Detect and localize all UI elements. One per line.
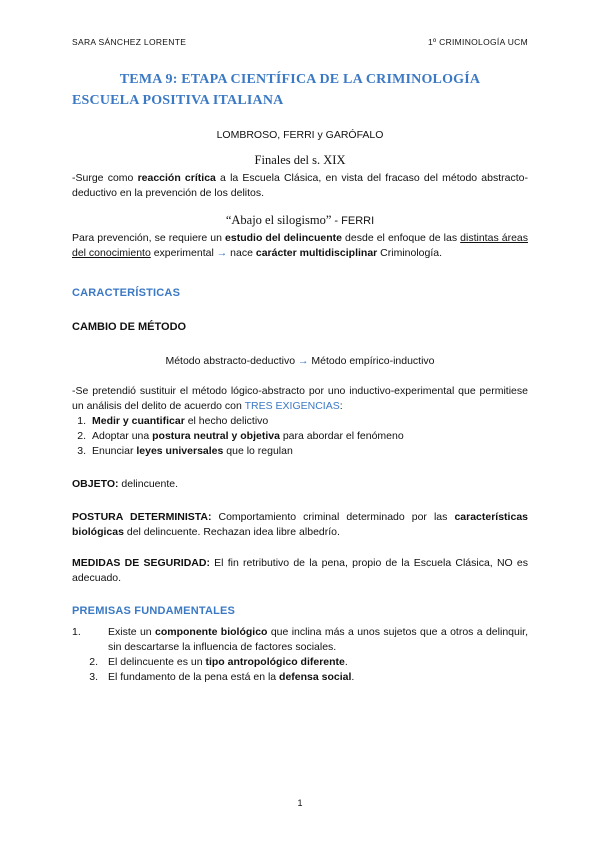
- premisas-list: [72, 625, 528, 685]
- postura-text-b: del delincuente. Rechazan idea libre albedrío.: [123, 526, 340, 538]
- list-text: para abordar el fenómeno: [279, 430, 404, 442]
- list-pre: Adoptar una: [92, 430, 153, 442]
- list-bold: postura neutral y objetiva: [152, 430, 280, 442]
- cambio-heading: CAMBIO DE MÉTODO: [72, 321, 187, 333]
- list-item: [72, 444, 528, 459]
- list-text: que inclina más a unos sujetos que a otros a delinquir, sin descartarse la influencia de factores sociales.: [108, 626, 528, 653]
- list-bold: defensa social: [279, 671, 352, 683]
- medidas-text: El fin retributivo de la pena, propio de la Escuela Clásica, NO es adecuado.: [72, 557, 528, 584]
- method-b: Método empírico-inductivo: [308, 355, 435, 367]
- ferri-author: - FERRI: [331, 215, 375, 227]
- list-number: 3.: [77, 445, 86, 457]
- list-text: que lo regulan: [223, 445, 293, 457]
- tres-exigencias: TRES EXIGENCIAS: [244, 400, 340, 412]
- list-item: [72, 670, 528, 685]
- list-item: [72, 625, 528, 655]
- ferri-text-b: desde el enfoque de las: [342, 232, 461, 244]
- method-line: [72, 354, 528, 369]
- metodo-text-b: :: [339, 400, 343, 412]
- ferri-bold-1: estudio del delincuente: [225, 232, 342, 244]
- list-item: [72, 429, 528, 444]
- ferri-text-d: nace: [227, 247, 256, 259]
- objeto-text: delincuente.: [118, 478, 179, 490]
- header-course: 1º CRIMINOLOGÍA UCM: [428, 37, 528, 47]
- list-text: .: [344, 656, 348, 668]
- page-number: 1: [297, 798, 303, 808]
- finales-bold: reacción crítica: [137, 172, 216, 184]
- metodo-paragraph: [72, 384, 528, 414]
- list-number: 1.: [72, 626, 81, 638]
- header-author: SARA SÁNCHEZ LORENTE: [72, 37, 187, 47]
- list-bold: leyes universales: [136, 445, 224, 457]
- list-pre: Enunciar: [92, 445, 137, 457]
- document-title: TEMA 9: ETAPA CIENTÍFICA DE LA CRIMINOLOGÍA: [119, 72, 481, 87]
- finales-paragraph: [72, 171, 528, 201]
- list-pre: Existe un: [108, 626, 155, 638]
- list-number: 2.: [89, 656, 98, 668]
- list-number: 2.: [77, 430, 86, 442]
- list-text: el hecho delictivo: [184, 415, 269, 427]
- arrow-icon: →: [216, 247, 228, 259]
- medidas-label: MEDIDAS DE SEGURIDAD:: [72, 557, 210, 569]
- ferri-text-a: Para prevención, se requiere un: [72, 232, 226, 244]
- ferri-underlined: distintas áreas del conocimiento: [72, 232, 529, 259]
- exigencias-list: [72, 414, 528, 459]
- list-bold: componente biológico: [155, 626, 268, 638]
- ferri-quote: “Abajo el silogismo”: [225, 213, 332, 227]
- medidas-paragraph: [72, 556, 528, 586]
- ferri-quote-line: [72, 213, 528, 228]
- ferri-paragraph: [72, 231, 528, 261]
- ferri-text-e: Criminología.: [377, 247, 443, 259]
- list-text: .: [351, 671, 355, 683]
- metodo-text-a: -Se pretendió sustituir el método lógico-abstracto por uno inductivo-experimental que permitiese un análisis del delito de acuerdo con: [72, 385, 528, 412]
- postura-bold: características biológicas: [72, 511, 528, 538]
- list-pre: El delincuente es un: [108, 656, 206, 668]
- list-bold: Medir y cuantificar: [92, 415, 185, 427]
- ferri-bold-2: carácter multidisciplinar: [255, 247, 378, 259]
- objeto-paragraph: [72, 477, 528, 492]
- authors-line: LOMBROSO, FERRI y GARÓFALO: [216, 129, 384, 141]
- ferri-text-c: experimental: [150, 247, 217, 259]
- finales-text-b: a la Escuela Clásica, en vista del fracaso del método abstracto-deductivo en la prevención de los delitos.: [72, 172, 528, 199]
- finales-heading: Finales del s. XIX: [254, 153, 346, 167]
- list-item: [72, 414, 528, 429]
- postura-label: POSTURA DETERMINISTA:: [72, 511, 212, 523]
- postura-text-a: Comportamiento criminal determinado por las: [211, 511, 455, 523]
- list-bold: tipo antropológico diferente: [205, 656, 345, 668]
- arrow-icon: →: [297, 355, 309, 367]
- objeto-label: OBJETO:: [72, 478, 119, 490]
- document-subtitle: ESCUELA POSITIVA ITALIANA: [72, 93, 284, 108]
- list-number: 3.: [89, 671, 98, 683]
- list-item: [72, 655, 528, 670]
- list-pre: El fundamento de la pena está en la: [108, 671, 280, 683]
- method-a: Método abstracto-deductivo: [165, 355, 298, 367]
- section-caracteristicas: CARACTERÍSTICAS: [72, 287, 181, 299]
- finales-text-a: -Surge como: [72, 172, 138, 184]
- section-premisas: PREMISAS FUNDAMENTALES: [72, 605, 236, 617]
- postura-paragraph: [72, 510, 528, 540]
- list-number: 1.: [77, 415, 86, 427]
- document-body: [72, 70, 528, 685]
